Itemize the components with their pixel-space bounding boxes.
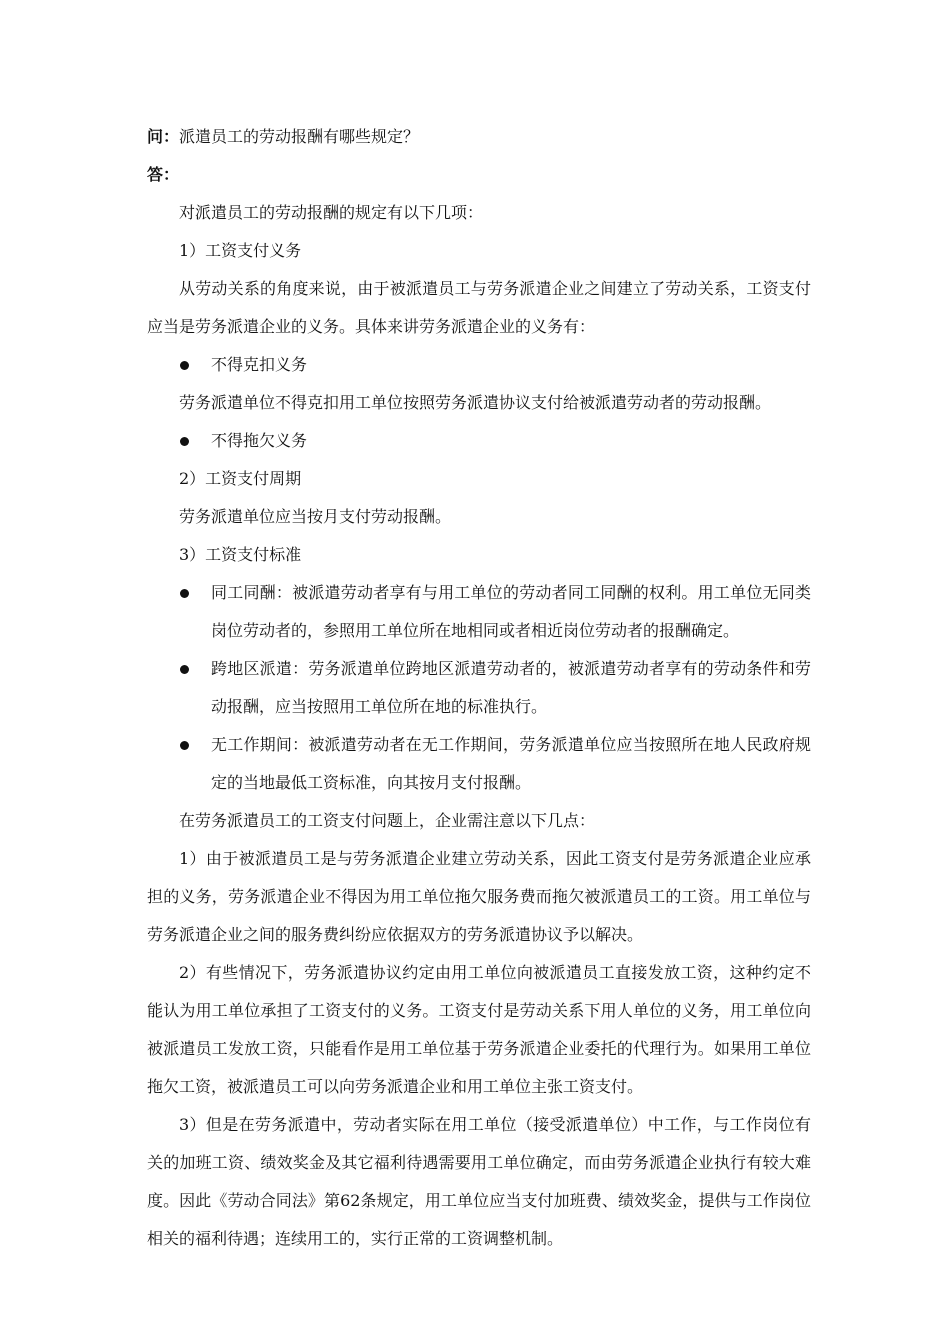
- bullet-item: [147, 726, 811, 802]
- bullet-icon: [180, 741, 189, 750]
- notes-item-1: 1）由于被派遣员工是与劳务派遣企业建立劳动关系，因此工资支付是劳务派遣企业应承担的义务，劳务派遣企业不得因为用工单位拖欠服务费而拖欠被派遣员工的工资。用工单位与劳务派遣企业之间的服务费纠纷应依据双方的劳务派遣协议予以解决。: [147, 849, 811, 944]
- bullet-text: 无工作期间：被派遣劳动者在无工作期间，劳务派遣单位应当按照所在地人民政府规定的当地最低工资标准，向其按月支付报酬。: [211, 735, 811, 792]
- question-text: 派遣员工的劳动报酬有哪些规定？: [179, 127, 420, 146]
- bullet-item: [147, 346, 811, 384]
- notes-item-3: 3）但是在劳务派遣中，劳动者实际在用工单位（接受派遣单位）中工作，与工作岗位有关的加班工资、绩效奖金及其它福利待遇需要用工单位确定，而由劳务派遣企业执行有较大难度。因此《劳动合同法》第62条规定，用工单位应当支付加班费、绩效奖金，提供与工作岗位相关的福利待遇；连续用工的，实行正常的工资调整机制。: [147, 1115, 811, 1248]
- answer-line: [147, 156, 811, 194]
- answer-label: 答：: [147, 165, 180, 184]
- bullet-text: 跨地区派遣：劳务派遣单位跨地区派遣劳动者的，被派遣劳动者享有的劳动条件和劳动报酬，应当按照用工单位所在地的标准执行。: [211, 659, 811, 716]
- bullet-item: [147, 574, 811, 650]
- question-line: [147, 118, 811, 156]
- bullet-text: 不得克扣义务: [211, 355, 308, 374]
- notes-item-2: 2）有些情况下，劳务派遣协议约定由用工单位向被派遣员工直接发放工资，这种约定不能认为用工单位承担了工资支付的义务。工资支付是劳动关系下用人单位的义务，用工单位向被派遣员工发放工资，只能看作是用工单位基于劳务派遣企业委托的代理行为。如果用工单位拖欠工资，被派遣员工可以向劳务派遣企业和用工单位主张工资支付。: [147, 963, 811, 1096]
- intro-paragraph: 对派遣员工的劳动报酬的规定有以下几项：: [179, 203, 484, 222]
- bullet-icon: [180, 361, 189, 370]
- bullet-text: 不得拖欠义务: [211, 431, 308, 450]
- section2-paragraph: 劳务派遣单位应当按月支付劳动报酬。: [179, 507, 452, 526]
- bullet1-paragraph: 劳务派遣单位不得克扣用工单位按照劳务派遣协议支付给被派遣劳动者的劳动报酬。: [179, 393, 772, 412]
- notes-intro: 在劳务派遣员工的工资支付问题上，企业需注意以下几点：: [179, 811, 596, 830]
- question-label: 问：: [147, 127, 180, 146]
- bullet-text: 同工同酬：被派遣劳动者享有与用工单位的劳动者同工同酬的权利。用工单位无同类岗位劳动者的，参照用工单位所在地相同或者相近岗位劳动者的报酬确定。: [211, 583, 811, 640]
- document-page: [147, 118, 811, 1258]
- bullet-icon: [180, 665, 189, 674]
- bullet-icon: [180, 437, 189, 446]
- bullet-item: [147, 650, 811, 726]
- section1-paragraph: 从劳动关系的角度来说，由于被派遣员工与劳务派遣企业之间建立了劳动关系，工资支付应当是劳务派遣企业的义务。具体来讲劳务派遣企业的义务有：: [147, 279, 811, 336]
- section1-heading: 1）工资支付义务: [179, 241, 302, 260]
- section2-heading: 2）工资支付周期: [179, 469, 302, 488]
- section3-heading: 3）工资支付标准: [179, 545, 302, 564]
- bullet-item: [147, 422, 811, 460]
- bullet-icon: [180, 589, 189, 598]
